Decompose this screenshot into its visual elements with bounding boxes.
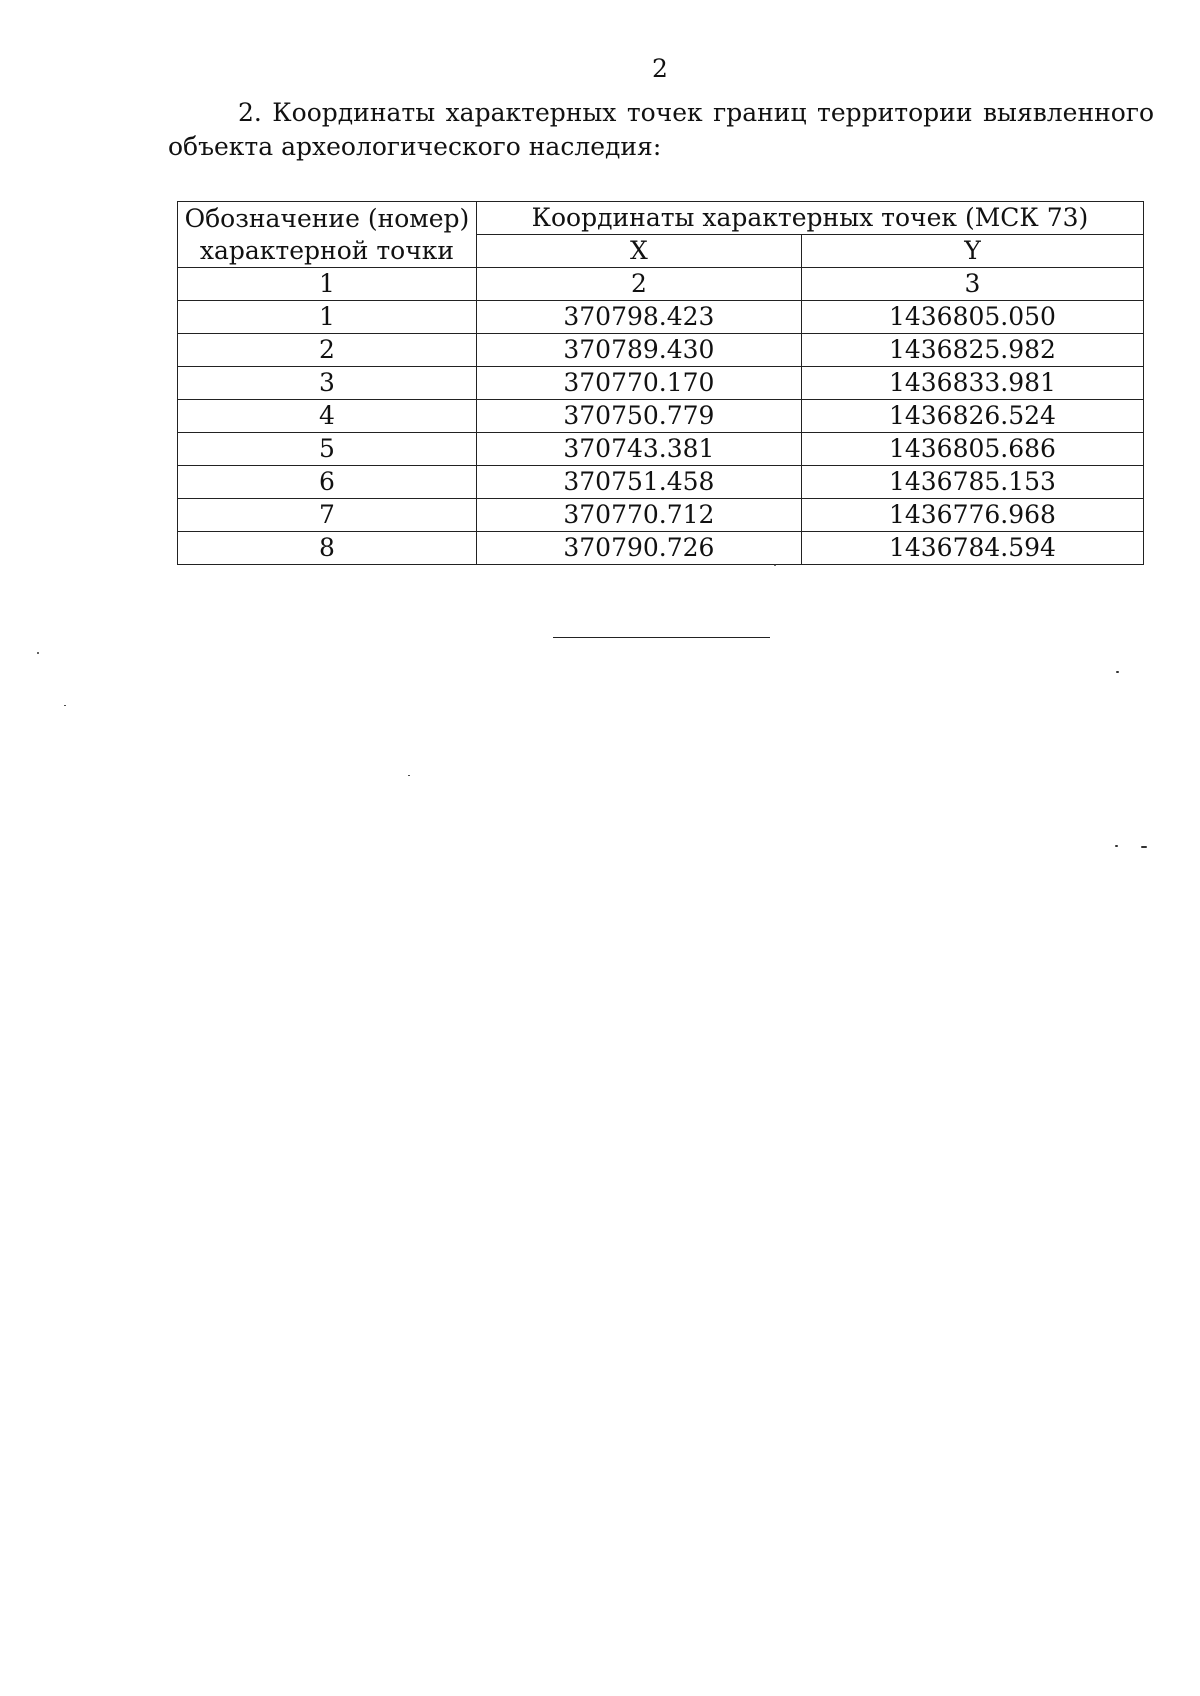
point-cell: 5 <box>178 433 477 466</box>
end-divider-line <box>553 637 770 638</box>
point-cell: 7 <box>178 499 477 532</box>
y-coordinate-cell: 1436826.524 <box>801 400 1143 433</box>
scan-speck <box>774 564 776 566</box>
x-coordinate-cell: 370789.430 <box>476 334 801 367</box>
scan-speck <box>1141 846 1147 848</box>
table-row <box>178 301 1144 334</box>
header-y: Y <box>801 235 1143 268</box>
table-row <box>178 433 1144 466</box>
table-row <box>178 367 1144 400</box>
column-number-2: 2 <box>476 268 801 301</box>
x-coordinate-cell: 370750.779 <box>476 400 801 433</box>
table-row <box>178 334 1144 367</box>
section-paragraph: 2. Координаты характерных точек границ территории выявленного объекта археологического наследия: <box>168 98 1154 161</box>
table-row <box>178 499 1144 532</box>
x-coordinate-cell: 370743.381 <box>476 433 801 466</box>
scan-speck <box>64 705 66 706</box>
point-cell: 6 <box>178 466 477 499</box>
table-row <box>178 466 1144 499</box>
y-coordinate-cell: 1436805.050 <box>801 301 1143 334</box>
table-row <box>178 400 1144 433</box>
x-coordinate-cell: 370751.458 <box>476 466 801 499</box>
column-number-1: 1 <box>178 268 477 301</box>
table-row <box>178 532 1144 565</box>
header-x: X <box>476 235 801 268</box>
point-cell: 1 <box>178 301 477 334</box>
y-coordinate-cell: 1436805.686 <box>801 433 1143 466</box>
header-coordinates: Координаты характерных точек (МСК 73) <box>476 202 1143 235</box>
scan-speck <box>37 652 39 654</box>
page-number: 2 <box>652 54 668 83</box>
coordinates-table-body <box>178 202 1144 565</box>
point-cell: 2 <box>178 334 477 367</box>
column-number-row <box>178 268 1144 301</box>
scan-speck <box>1115 845 1118 847</box>
x-coordinate-cell: 370770.712 <box>476 499 801 532</box>
y-coordinate-cell: 1436833.981 <box>801 367 1143 400</box>
x-coordinate-cell: 370790.726 <box>476 532 801 565</box>
x-coordinate-cell: 370770.170 <box>476 367 801 400</box>
column-number-3: 3 <box>801 268 1143 301</box>
x-coordinate-cell: 370798.423 <box>476 301 801 334</box>
table-header-row <box>178 202 1144 235</box>
point-cell: 8 <box>178 532 477 565</box>
y-coordinate-cell: 1436785.153 <box>801 466 1143 499</box>
scan-speck <box>408 775 410 776</box>
point-cell: 3 <box>178 367 477 400</box>
scan-speck <box>1116 671 1119 673</box>
coordinates-table <box>177 201 1144 565</box>
y-coordinate-cell: 1436776.968 <box>801 499 1143 532</box>
point-cell: 4 <box>178 400 477 433</box>
header-point-designation: Обозначение (номер) характерной точки <box>178 202 477 268</box>
y-coordinate-cell: 1436825.982 <box>801 334 1143 367</box>
y-coordinate-cell: 1436784.594 <box>801 532 1143 565</box>
